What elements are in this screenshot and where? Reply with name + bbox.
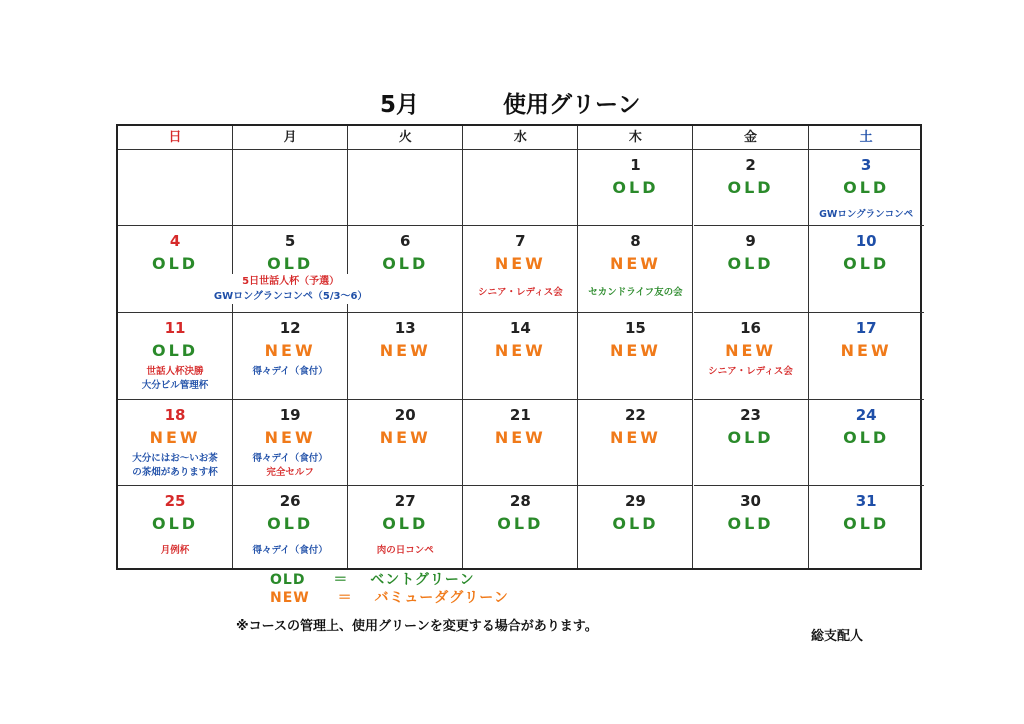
weekday-header-5: 金	[694, 126, 809, 149]
event-note: シニア・レディス会	[477, 287, 563, 298]
day-cell	[118, 400, 233, 486]
calendar-grid	[116, 124, 922, 570]
green-type: OLD	[727, 514, 774, 533]
day-number: 25	[164, 492, 186, 510]
calendar-title	[0, 86, 1024, 120]
weekday-header-1: 月	[233, 126, 348, 149]
event-note: 得々デイ（食付）	[252, 545, 328, 556]
day-cell	[348, 150, 463, 226]
day-cell	[463, 400, 578, 486]
day-cell	[348, 486, 463, 568]
green-type: OLD	[727, 254, 774, 273]
legend-old	[270, 569, 475, 589]
green-type: OLD	[843, 514, 890, 533]
day-number: 4	[169, 232, 181, 250]
green-type: NEW	[609, 254, 661, 273]
day-number: 17	[855, 319, 877, 337]
weekday-header-2: 火	[348, 126, 463, 149]
day-number: 1	[630, 156, 641, 174]
day-cell	[463, 226, 578, 313]
notice-text: ※コースの管理上、使用グリーンを変更する場合があります。	[236, 619, 598, 634]
event-note: GWロングランコンペ	[819, 209, 914, 220]
day-cell	[694, 226, 809, 313]
green-type: OLD	[382, 514, 429, 533]
green-type: NEW	[494, 341, 546, 360]
day-cell	[233, 313, 348, 400]
day-number: 8	[630, 232, 641, 250]
day-number: 18	[164, 406, 186, 424]
day-cell	[578, 150, 693, 226]
green-type: OLD	[152, 254, 199, 273]
event-note: 完全セルフ	[266, 467, 314, 478]
day-number: 6	[400, 232, 411, 250]
event-note: シニア・レディス会	[708, 366, 793, 377]
day-cell	[233, 400, 348, 486]
manager-signature: 総支配人	[811, 629, 864, 644]
day-number: 5	[284, 232, 296, 250]
legend-old-eq: ＝	[333, 572, 349, 588]
day-number: 21	[509, 406, 531, 424]
green-type: NEW	[494, 254, 546, 273]
green-type: NEW	[149, 428, 201, 447]
day-number: 19	[279, 406, 301, 424]
day-cell	[809, 400, 924, 486]
day-number: 9	[745, 232, 756, 250]
day-number: 11	[164, 319, 186, 337]
event-note: 大分にはお～いお茶	[132, 453, 218, 464]
green-type: OLD	[727, 428, 774, 447]
day-cell	[348, 313, 463, 400]
day-cell	[348, 400, 463, 486]
day-number: 16	[740, 319, 761, 337]
legend-old-desc: ベントグリーン	[370, 572, 475, 588]
green-type: NEW	[264, 428, 316, 447]
green-type: OLD	[267, 254, 314, 273]
week2-span-note	[120, 274, 461, 304]
legend-new-key: NEW	[270, 590, 310, 606]
weekday-header-row	[118, 126, 920, 150]
day-number: 27	[394, 492, 416, 510]
event-note: 得々デイ（食付）	[252, 453, 328, 464]
event-note: 肉の日コンペ	[376, 545, 434, 556]
day-number: 28	[509, 492, 531, 510]
day-number: 2	[745, 156, 756, 174]
green-type: NEW	[725, 341, 777, 360]
day-cell	[809, 226, 924, 313]
day-number: 26	[279, 492, 301, 510]
day-number: 30	[740, 492, 761, 510]
day-cell	[233, 150, 348, 226]
day-cell	[463, 313, 578, 400]
green-type: OLD	[843, 178, 890, 197]
weekday-header-4: 木	[578, 126, 693, 149]
legend-new-eq: ＝	[337, 590, 353, 606]
event-note: の茶畑があります杯	[132, 467, 218, 478]
green-type: OLD	[152, 341, 199, 360]
day-cell	[118, 313, 233, 400]
weekday-header-3: 水	[463, 126, 578, 149]
day-number: 23	[740, 406, 761, 424]
day-cell	[578, 313, 693, 400]
day-cell	[118, 150, 233, 226]
day-cell	[463, 486, 578, 568]
legend-old-key: OLD	[270, 572, 306, 588]
day-number: 15	[625, 319, 646, 337]
day-number: 10	[855, 232, 877, 250]
day-cell	[118, 486, 233, 568]
event-note: セカンドライフ友の会	[588, 287, 683, 298]
span-note-line1: 5日世話人杯（予選）	[242, 276, 340, 287]
green-type: OLD	[727, 178, 774, 197]
green-type: OLD	[843, 428, 890, 447]
day-cell	[578, 486, 693, 568]
day-number: 24	[855, 406, 877, 424]
green-type: OLD	[267, 514, 314, 533]
day-cell	[694, 486, 809, 568]
day-cell	[809, 313, 924, 400]
green-type: OLD	[497, 514, 544, 533]
day-number: 22	[625, 406, 646, 424]
day-cell	[463, 150, 578, 226]
day-cell	[578, 400, 693, 486]
weekday-header-6: 土	[859, 130, 873, 145]
day-number: 3	[860, 156, 872, 174]
green-type: OLD	[382, 254, 429, 273]
legend-new-desc: バミューダグリーン	[374, 590, 509, 606]
green-type: NEW	[840, 341, 892, 360]
weekday-header-0: 日	[118, 126, 233, 149]
event-note: 世話人杯決勝	[146, 366, 204, 377]
day-cell	[233, 486, 348, 568]
title-month: 5月	[380, 92, 420, 118]
day-number: 31	[855, 492, 877, 510]
green-type: NEW	[609, 341, 661, 360]
legend-new	[270, 587, 509, 607]
green-type: NEW	[494, 428, 546, 447]
green-type: OLD	[612, 514, 659, 533]
day-number: 20	[394, 406, 416, 424]
span-note-line2: GWロングランコンペ（5/3～6）	[213, 291, 368, 302]
day-cell	[578, 226, 693, 313]
day-number: 13	[394, 319, 416, 337]
day-cell	[809, 150, 924, 226]
day-number: 29	[625, 492, 646, 510]
event-note: 月例杯	[160, 545, 190, 556]
green-type: NEW	[379, 341, 431, 360]
event-note: 大分ビル管理杯	[141, 380, 209, 391]
day-cell	[694, 313, 809, 400]
day-cell	[694, 150, 809, 226]
green-type: OLD	[843, 254, 890, 273]
green-type: OLD	[152, 514, 199, 533]
day-number: 7	[515, 232, 526, 250]
green-type: NEW	[264, 341, 316, 360]
event-note: 得々デイ（食付）	[252, 366, 328, 377]
green-type: NEW	[379, 428, 431, 447]
day-cell	[694, 400, 809, 486]
green-type: NEW	[609, 428, 661, 447]
day-number: 12	[279, 319, 301, 337]
title-text: 使用グリーン	[503, 92, 641, 118]
green-type: OLD	[612, 178, 659, 197]
day-number: 14	[509, 319, 531, 337]
day-cell	[809, 486, 924, 568]
